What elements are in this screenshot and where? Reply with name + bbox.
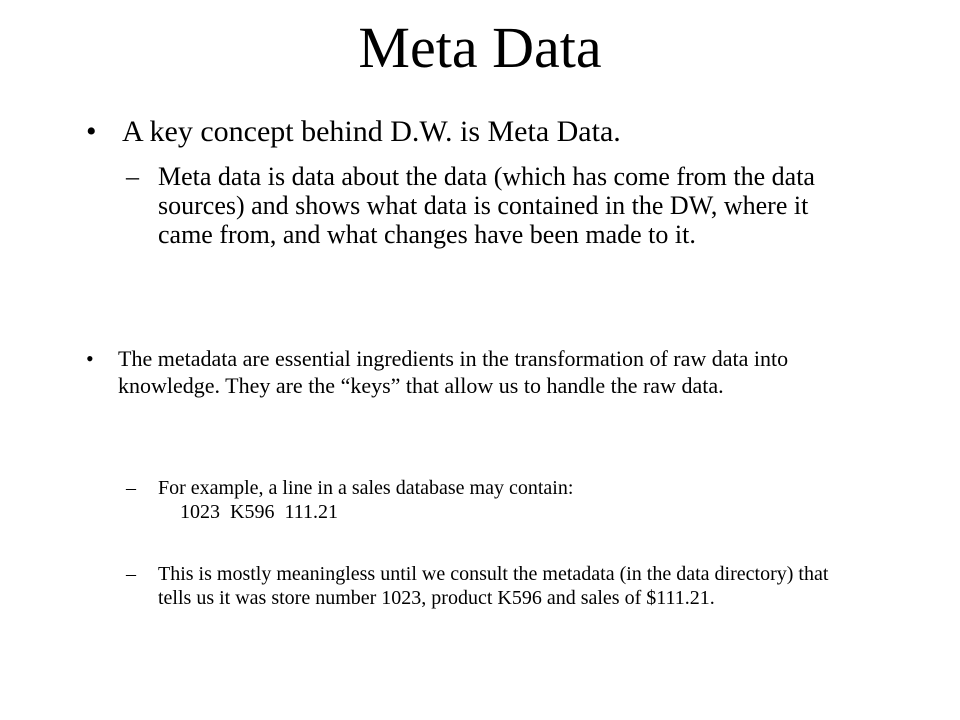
example-data-line: 1023 K596 111.21 — [180, 501, 338, 523]
sub-bullet-example-text: For example, a line in a sales database may contain: — [158, 477, 574, 499]
bullet-key-concept-text: A key concept behind D.W. is Meta Data. — [122, 115, 621, 148]
sub-bullet-meta-definition-text: Meta data is data about the data (which has come from the data sources) and shows what data is contained in the DW, where it came from, and what changes have been made to it. — [158, 162, 815, 249]
dash-marker: – — [126, 563, 136, 585]
sub-bullet-meaning — [126, 562, 856, 610]
bullet-marker: • — [86, 115, 97, 148]
sub-bullet-example — [126, 476, 856, 524]
slide-title: Meta Data — [358, 15, 602, 80]
sub-bullet-meta-definition — [126, 162, 846, 249]
dash-marker: – — [126, 162, 139, 191]
bullet-metadata-essential-text: The metadata are essential ingredients in the transformation of raw data into knowledge. They are the “keys” that allow us to handle the raw data. — [118, 346, 789, 398]
bullet-marker: • — [86, 346, 94, 371]
sub-bullet-meaning-text: This is mostly meaningless until we consult the metadata (in the data directory) that tells us it was store number 1023, product K596 and sales of $111.21. — [158, 563, 829, 609]
dash-marker: – — [126, 477, 136, 499]
bullet-metadata-essential — [86, 345, 846, 399]
